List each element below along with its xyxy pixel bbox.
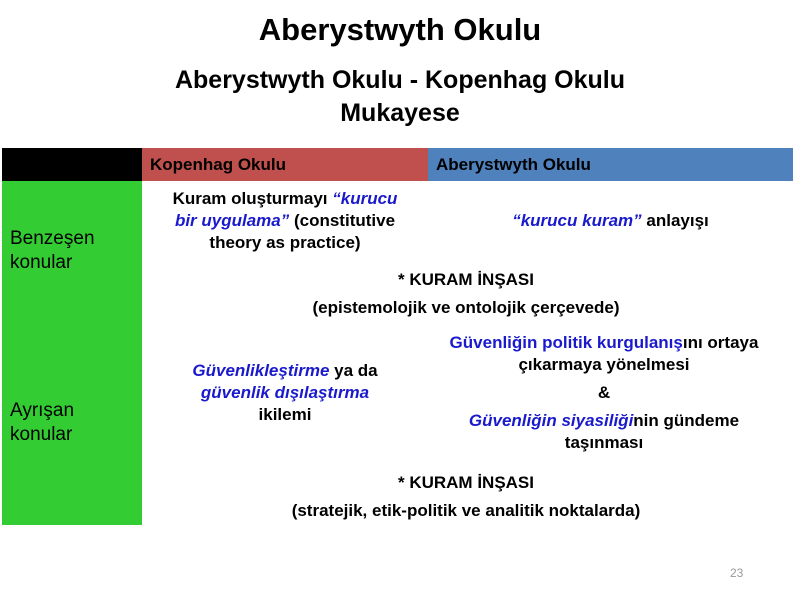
- ayrisan-aberystwyth-ampersand: &: [597, 383, 611, 402]
- row-label-benzesen-line1: Benzeşen: [10, 228, 95, 249]
- ayrisan-aberystwyth-text4: taşınması: [564, 433, 644, 452]
- header-kopenhag: Kopenhag Okulu: [142, 148, 428, 181]
- row-label-ayrisan-line1: Ayrışan: [10, 400, 75, 421]
- subtitle-line-2: Mukayese: [340, 99, 460, 127]
- slide-subtitle: [0, 64, 800, 130]
- ayrisan-aberystwyth-cell: [416, 332, 792, 454]
- benzesen-aberystwyth-cell: [432, 210, 789, 232]
- page-number: 23: [730, 566, 744, 580]
- benzesen-kopenhag-text2: (constitutive: [289, 211, 396, 230]
- ayrisan-aberystwyth-term2: Güvenliğin siyasiliği: [468, 411, 634, 430]
- row-label-column: [2, 181, 142, 525]
- row-label-benzesen-line2: konular: [10, 252, 73, 273]
- ayrisan-aberystwyth-term1: Güvenliğin politik kurgulanış: [449, 333, 683, 352]
- row-label-ayrisan: [10, 399, 74, 447]
- ayrisan-common-cell: [146, 469, 786, 525]
- benzesen-aberystwyth-quote: “kurucu kuram”: [512, 211, 642, 230]
- benzesen-kopenhag-cell: [146, 188, 424, 254]
- ayrisan-kopenhag-text2: ikilemi: [258, 405, 312, 424]
- benzesen-kopenhag-quote2: bir uygulama”: [174, 211, 290, 230]
- benzesen-common-cell: [146, 266, 786, 322]
- ayrisan-common-line1: * KURAM İNŞASI: [397, 473, 534, 492]
- slide-title: Aberystwyth Okulu: [258, 12, 542, 47]
- ayrisan-aberystwyth-text2: çıkarmaya yönelmesi: [518, 355, 690, 374]
- benzesen-kopenhag-quote1: “kurucu: [332, 189, 398, 208]
- row-label-benzesen: [10, 227, 95, 275]
- header-corner-cell: [2, 148, 142, 181]
- header-aberystwyth: Aberystwyth Okulu: [428, 148, 793, 181]
- ayrisan-aberystwyth-text3: nin gündeme: [633, 411, 740, 430]
- ayrisan-kopenhag-term2: güvenlik dışılaştırma: [200, 383, 370, 402]
- benzesen-common-line1: * KURAM İNŞASI: [397, 270, 534, 289]
- ayrisan-kopenhag-text1: ya da: [329, 361, 378, 380]
- ayrisan-kopenhag-term1: Güvenlikleştirme: [192, 361, 330, 380]
- benzesen-kopenhag-text3: theory as practice): [209, 233, 361, 252]
- benzesen-kopenhag-text1: Kuram oluşturmayı: [172, 189, 333, 208]
- ayrisan-kopenhag-cell: [146, 360, 424, 426]
- benzesen-aberystwyth-text: anlayışı: [641, 211, 709, 230]
- ayrisan-aberystwyth-text1: ını ortaya: [682, 333, 759, 352]
- subtitle-line-1: Aberystwyth Okulu - Kopenhag Okulu: [174, 66, 626, 94]
- ayrisan-common-line2: (stratejik, etik-politik ve analitik noktalarda): [291, 501, 641, 520]
- benzesen-common-line2: (epistemolojik ve ontolojik çerçevede): [312, 298, 620, 317]
- row-label-ayrisan-line2: konular: [10, 424, 73, 445]
